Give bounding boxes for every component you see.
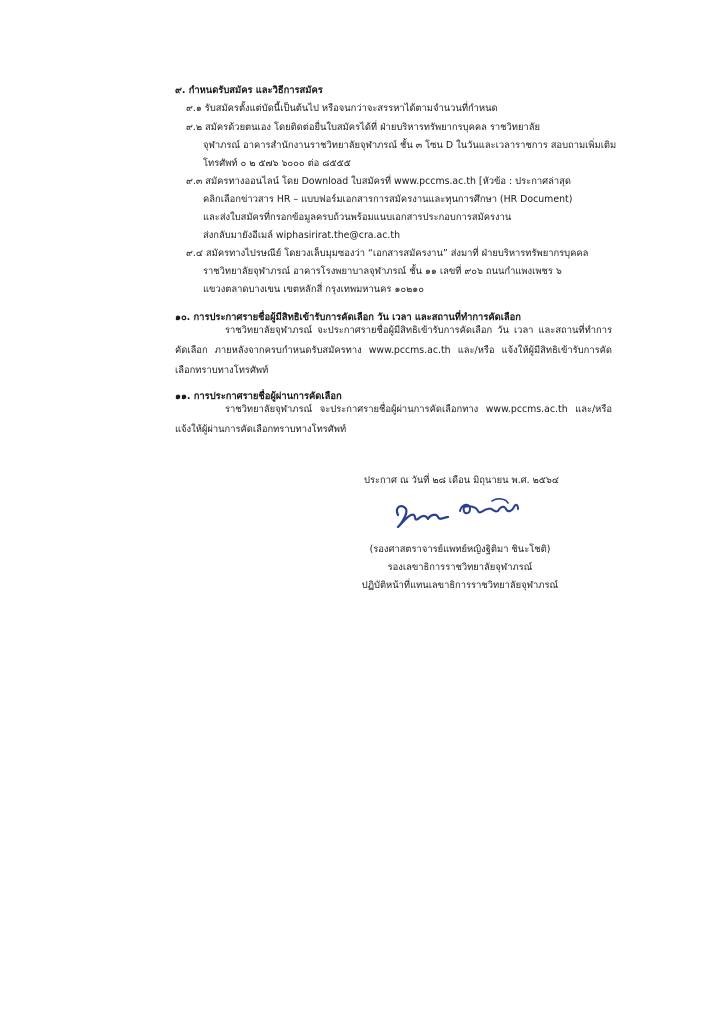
announcement-date: ประกาศ ณ วันที่ ๒๘ เดือน มิถุนายน พ.ศ. ๒๕๖๔ <box>364 475 559 486</box>
section-10-body: ราชวิทยาลัยจุฬาภรณ์ จะประกาศรายชื่อผู้มีสิทธิเข้ารับการคัดเลือก วัน เวลา และสถานที่ทำการคัดเลือก ภายหลังจากครบกำหนดรับสมัครทาง www.pccms.ac.th และ/หรือ แจ้งให้ผู้มีสิทธิเข้ารับการคัดเลือกทราบทางโทรศัพท์ <box>175 325 612 376</box>
section-11-body: ราชวิทยาลัยจุฬาภรณ์ จะประกาศรายชื่อผู้ผ่านการคัดเลือกทาง www.pccms.ac.th และ/หรือ แจ้งให้ผู้ผ่านการคัดเลือกทราบทางโทรศัพท์ <box>175 404 612 435</box>
section-9-item-3-line-1: ๙.๓ สมัครทางออนไลน์ โดย Download ใบสมัครที่ www.pccms.ac.th [หัวข้อ : ประกาศล่าสุด <box>186 176 571 187</box>
section-9-item-4-line-3: แขวงตลาดบางเขน เขตหลักสี่ กรุงเทพมหานคร ๑๐๒๑๐ <box>203 284 424 295</box>
section-11-heading: ๑๑. การประกาศรายชื่อผู้ผ่านการคัดเลือก <box>175 391 342 402</box>
signer-title: รองเลขาธิการราชวิทยาลัยจุฬาภรณ์ <box>387 562 533 573</box>
signer-name: (รองศาสตราจารย์แพทย์หญิงฐิติมา ชินะโชติ) <box>369 544 551 555</box>
section-9-item-2-line-2: จุฬาภรณ์ อาคารสำนักงานราชวิทยาลัยจุฬาภรณ์ ชั้น ๓ โซน D ในวันและเวลาราชการ สอบถามเพิ่มเติม <box>203 140 617 151</box>
section-10-heading: ๑๐. การประกาศรายชื่อผู้มีสิทธิเข้ารับการคัดเลือก วัน เวลา และสถานที่ทำการคัดเลือก <box>175 312 521 323</box>
handwritten-signature <box>380 493 540 533</box>
section-9-item-4-line-1: ๙.๔ สมัครทางไปรษณีย์ โดยวงเล็บมุมซองว่า “เอกสารสมัครงาน” ส่งมาที่ ฝ่ายบริหารทรัพยากรบุคคล <box>186 248 589 259</box>
section-9-heading: ๙. กำหนดรับสมัคร และวิธีการสมัคร <box>175 85 323 96</box>
section-9-item-4-line-2: ราชวิทยาลัยจุฬาภรณ์ อาคารโรงพยาบาลจุฬาภรณ์ ชั้น ๑๑ เลขที่ ๙๐๖ ถนนกำแพงเพชร ๖ <box>203 266 562 277</box>
section-9-item-3-line-3: และส่งใบสมัครที่กรอกข้อมูลครบถ้วนพร้อมแนบเอกสารประกอบการสมัครงาน <box>203 212 512 223</box>
signer-acting-title: ปฏิบัติหน้าที่แทนเลขาธิการราชวิทยาลัยจุฬาภรณ์ <box>361 580 559 591</box>
section-9-item-3-line-2: คลิกเลือกข่าวสาร HR – แบบฟอร์มเอกสารการสมัครงานและทุนการศึกษา (HR Document) <box>203 194 573 205</box>
section-9-item-1: ๙.๑ รับสมัครตั้งแต่บัดนี้เป็นต้นไป หรือจนกว่าจะสรรหาได้ตามจำนวนที่กำหนด <box>186 103 498 114</box>
section-9-item-3-line-4: ส่งกลับมายังอีเมล์ wiphasirirat.the@cra.ac.th <box>203 230 401 241</box>
section-9-item-2-line-1: ๙.๒ สมัครด้วยตนเอง โดยติดต่อยื่นใบสมัครได้ที่ ฝ่ายบริหารทรัพยากรบุคคล ราชวิทยาลัย <box>186 122 540 133</box>
section-9-item-2-line-3: โทรศัพท์ ๐ ๒ ๕๗๖ ๖๐๐๐ ต่อ ๘๕๕๕ <box>203 158 351 169</box>
